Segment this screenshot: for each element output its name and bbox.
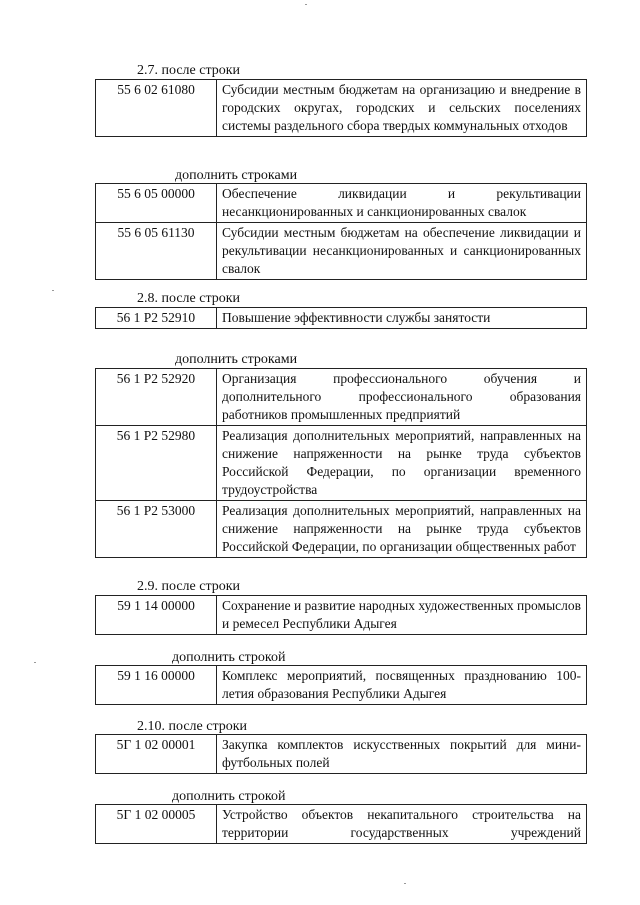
row-code: 59 1 14 00000	[96, 596, 217, 635]
row-code: 59 1 16 00000	[96, 666, 217, 705]
classification-table	[95, 734, 587, 774]
row-code: 55 6 05 00000	[96, 184, 217, 223]
row-name: Реализация дополнительных мероприятий, направленных на снижение напряженности на рынке труда субъектов Российской Федерации, по организации общественных работ	[217, 501, 587, 558]
table-row	[96, 223, 587, 280]
table-row	[96, 666, 587, 705]
scan-speck	[305, 4, 307, 5]
row-name: Сохранение и развитие народных художественных промыслов и ремесел Республики Адыгея	[217, 596, 587, 635]
scan-speck	[52, 290, 54, 291]
classification-table	[95, 183, 587, 280]
row-code: 56 1 P2 52980	[96, 426, 217, 501]
scan-speck	[404, 883, 406, 884]
section-heading: дополнить строками	[175, 352, 298, 367]
section-heading: дополнить строкой	[172, 789, 286, 804]
row-name: Комплекс мероприятий, посвященных празднованию 100-летия образования Республики Адыгея	[217, 666, 587, 705]
row-code: 55 6 02 61080	[96, 80, 217, 137]
row-name: Устройство объектов некапитального строительства на территории государственных учреждений	[217, 805, 587, 844]
row-name: Обеспечение ликвидации и рекультивации несанкционированных и санкционированных свалок	[217, 184, 587, 223]
row-code: 56 1 P2 52910	[96, 308, 217, 329]
row-code: 5Г 1 02 00001	[96, 735, 217, 774]
table-row	[96, 80, 587, 137]
row-code: 55 6 05 61130	[96, 223, 217, 280]
table-row	[96, 308, 587, 329]
scan-speck	[34, 662, 36, 663]
classification-table	[95, 804, 587, 844]
section-heading: 2.7. после строки	[137, 63, 241, 78]
section-heading: 2.10. после строки	[137, 719, 248, 734]
row-name: Организация профессионального обучения и дополнительного профессионального образования работников промышленных предприятий	[217, 369, 587, 426]
section-heading: дополнить строками	[175, 168, 298, 183]
row-name: Субсидии местным бюджетам на организацию и внедрение в городских округах, городских и сельских поселениях системы раздельного сбора твердых коммунальных отходов	[217, 80, 587, 137]
row-code: 56 1 P2 53000	[96, 501, 217, 558]
classification-table	[95, 307, 587, 329]
row-name: Закупка комплектов искусственных покрытий для мини-футбольных полей	[217, 735, 587, 774]
classification-table	[95, 368, 587, 558]
table-row	[96, 596, 587, 635]
table-row	[96, 184, 587, 223]
section-heading: 2.8. после строки	[137, 291, 241, 306]
row-code: 56 1 P2 52920	[96, 369, 217, 426]
classification-table	[95, 79, 587, 137]
classification-table	[95, 665, 587, 705]
classification-table	[95, 595, 587, 635]
table-row	[96, 805, 587, 844]
table-row	[96, 369, 587, 426]
row-code: 5Г 1 02 00005	[96, 805, 217, 844]
table-row	[96, 426, 587, 501]
row-name: Субсидии местным бюджетам на обеспечение ликвидации и рекультивации несанкционированных и санкционированных свалок	[217, 223, 587, 280]
table-row	[96, 735, 587, 774]
section-heading: 2.9. после строки	[137, 579, 241, 594]
section-heading: дополнить строкой	[172, 650, 286, 665]
table-row	[96, 501, 587, 558]
row-name: Повышение эффективности службы занятости	[217, 308, 587, 329]
row-name: Реализация дополнительных мероприятий, направленных на снижение напряженности на рынке труда субъектов Российской Федерации, по организации временного трудоустройства	[217, 426, 587, 501]
